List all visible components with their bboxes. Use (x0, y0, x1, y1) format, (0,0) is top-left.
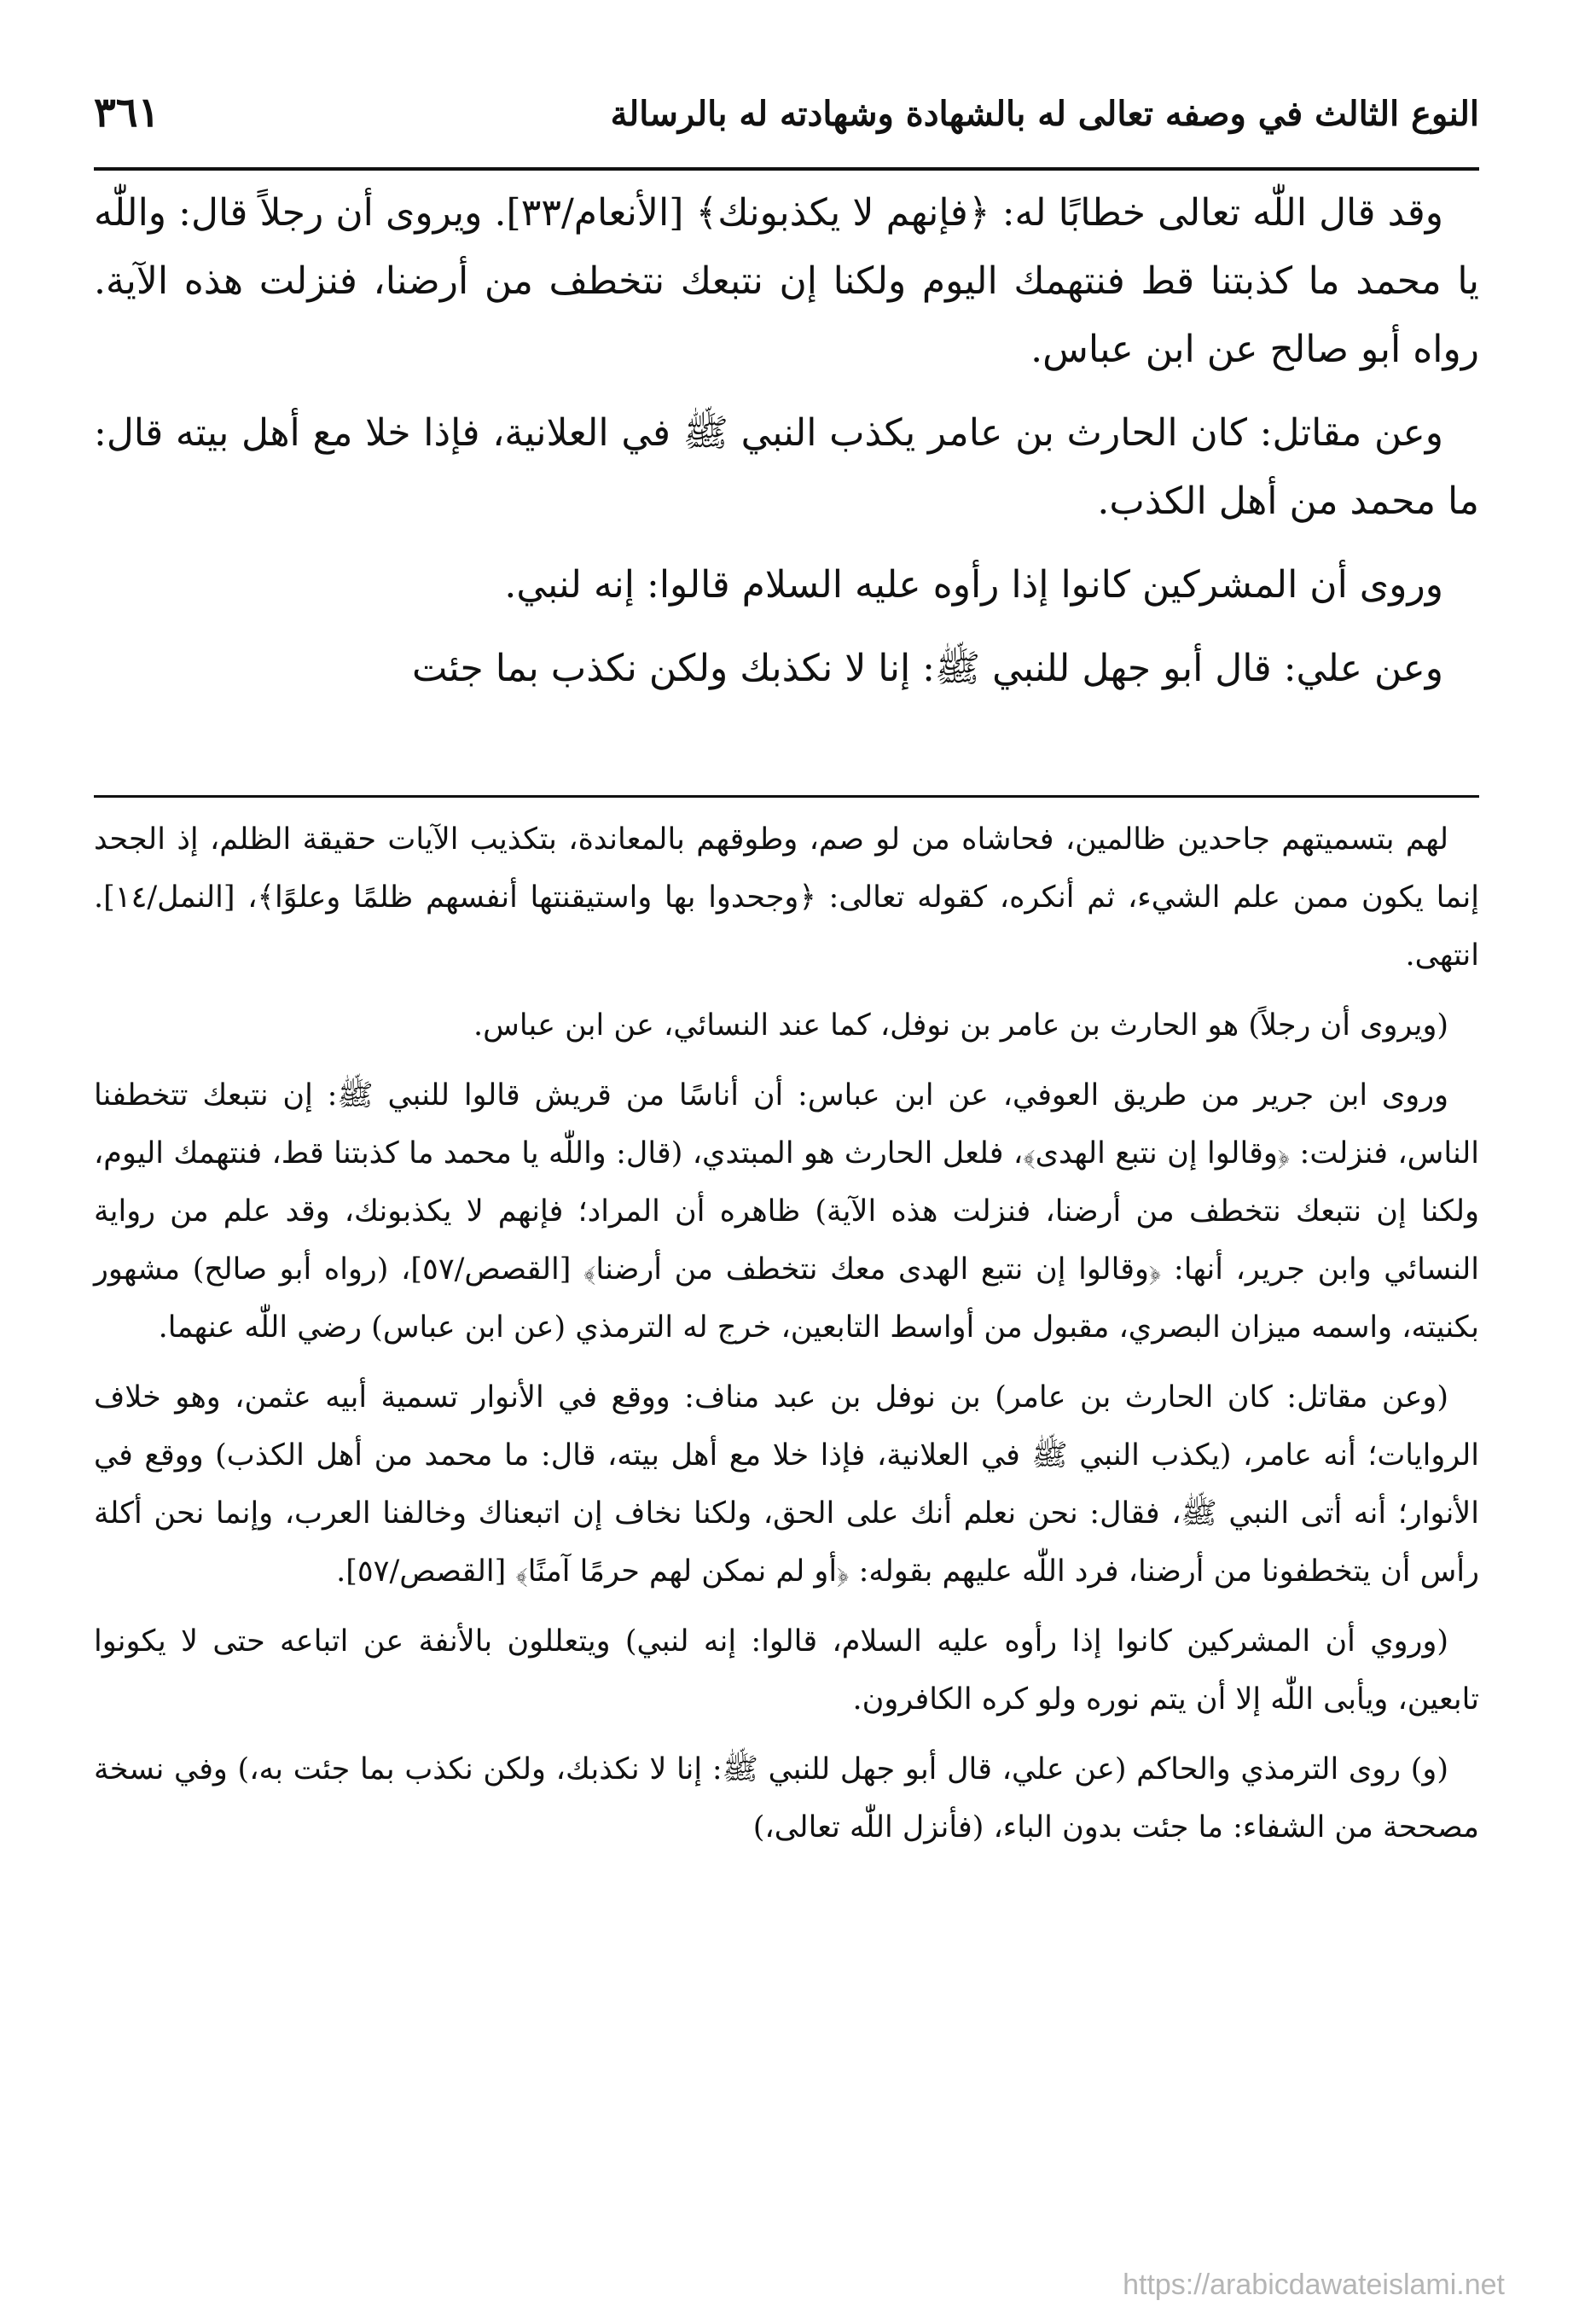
main-paragraph: وعن علي: قال أبو جهل للنبي ﷺ: إنا لا نكذبك ولكن نكذب بما جئت (412, 647, 1443, 690)
commentary-paragraph: (و) روى الترمذي والحاكم (عن علي، قال أبو جهل للنبي ﷺ: إنا لا نكذبك، ولكن نكذب بما جئت به،) وفي نسخة مصححة من الشفاء: ما جئت بدون الباء، (فأنزل اللّٰه تعالى،) (94, 1752, 1479, 1845)
header-rule (94, 167, 1479, 171)
page-number: ٣٦١ (94, 89, 160, 137)
main-paragraph: وعن مقاتل: كان الحارث بن عامر يكذب النبي ﷺ في العلانية، فإذا خلا مع أهل بيته قال: ما محمد من أهل الكذب. (94, 411, 1479, 523)
commentary-paragraph: (ويروى أن رجلاً) هو الحارث بن عامر بن نوفل، كما عند النسائي، عن ابن عباس. (473, 1008, 1448, 1043)
commentary-divider (94, 795, 1479, 798)
main-paragraph: وروى أن المشركين كانوا إذا رأوه عليه السلام قالوا: إنه لنبي. (504, 563, 1443, 607)
running-title: النوع الثالث في وصفه تعالى له بالشهادة وشهادته له بالرسالة (610, 94, 1479, 134)
commentary-paragraph: (وروي أن المشركين كانوا إذا رأوه عليه السلام، قالوا: إنه لنبي) ويتعللون بالأنفة عن اتباعه حتى لا يكونوا تابعين، ويأبى اللّٰه إلا أن يتم نوره ولو كره الكافرون. (94, 1624, 1479, 1717)
watermark-url: https://arabicdawateislami.net (1123, 2269, 1505, 2301)
page-header (94, 89, 1479, 157)
commentary-paragraph: لهم بتسميتهم جاحدين ظالمين، فحاشاه من لو صم، وطوقهم بالمعاندة، بتكذيب الآيات حقيقة الظلم، إذ الجحد إنما يكون ممن علم الشيء، ثم أنكره، كقوله تعالى: ﴿وجحدوا بها واستيقنتها أنفسهم ظلمًا وعلوًا﴾، [النمل/١٤]. انتهى. (94, 822, 1479, 973)
commentary-text (94, 810, 1479, 1868)
commentary-paragraph: (وعن مقاتل: كان الحارث بن عامر) بن نوفل بن عبد مناف: ووقع في الأنوار تسمية أبيه عثمن، وهو خلاف الروايات؛ أنه عامر، (يكذب النبي ﷺ في العلانية، فإذا خلا مع أهل بيته، قال: ما محمد من أهل الكذب) ووقع في الأنوار؛ أنه أتى النبي ﷺ، فقال: نحن نعلم أنك على الحق، ولكنا نخاف إن اتبعناك وخالفنا العرب، وإنما نحن أكلة رأس أن يتخطفونا من أرضنا، فرد اللّٰه عليهم بقوله: ﴿أو لم نمكن لهم حرمًا آمنًا﴾ [القصص/٥٧]. (94, 1380, 1479, 1589)
main-text (94, 179, 1479, 718)
main-paragraph: وقد قال اللّٰه تعالى خطابًا له: ﴿فإنهم لا يكذبونك﴾ [الأنعام/٣٣]. ويروى أن رجلاً قال: واللّٰه يا محمد ما كذبتنا قط فنتهمك اليوم ولكنا إن نتبعك نتخطف من أرضنا، فنزلت هذه الآية. رواه أبو صالح عن ابن عباس. (94, 191, 1479, 371)
commentary-paragraph: وروى ابن جرير من طريق العوفي، عن ابن عباس: أن أناسًا من قريش قالوا للنبي ﷺ: إن نتبعك تتخطفنا الناس، فنزلت: ﴿وقالوا إن نتبع الهدى﴾، فلعل الحارث هو المبتدي، (قال: واللّٰه يا محمد ما كذبتنا قط، فنتهمك اليوم، ولكنا إن نتبعك نتخطف من أرضنا، فنزلت هذه الآية) ظاهره أن المراد؛ فإنهم لا يكذبونك، وقد علم من رواية النسائي وابن جرير، أنها: ﴿وقالوا إن نتبع الهدى معك نتخطف من أرضنا﴾ [القصص/٥٧]، (رواه أبو صالح) مشهور بكنيته، واسمه ميزان البصري، مقبول من أواسط التابعين، خرج له الترمذي (عن ابن عباس) رضي اللّٰه عنهما. (94, 1078, 1479, 1345)
